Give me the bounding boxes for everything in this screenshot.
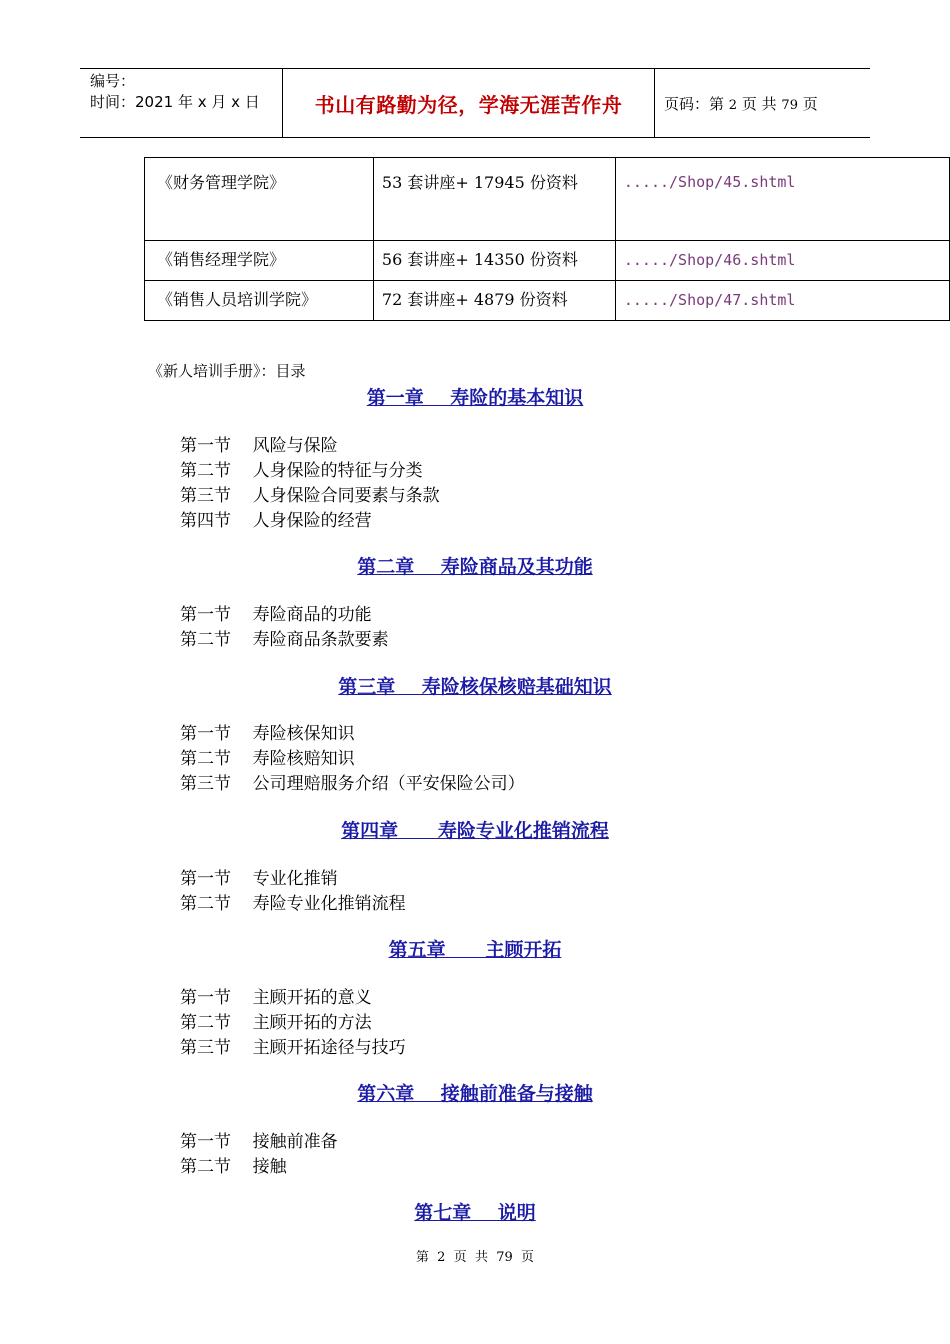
chapter-heading[interactable]: 第六章 接触前准备与接触: [357, 1083, 593, 1105]
resource-table: [144, 157, 950, 321]
header-divider: [654, 69, 655, 137]
section-item: 第一节 接触前准备: [180, 1132, 338, 1152]
section-item: 第一节 主顾开拓的意义: [180, 988, 372, 1008]
page-prefix: 页码：第: [664, 95, 725, 113]
resource-content: 72 套讲座+ 4879 份资料: [373, 281, 615, 321]
table-row: [145, 281, 950, 321]
toc-label: 《新人培训手册》：目录: [148, 362, 306, 380]
page-current: 2: [728, 98, 738, 113]
section-item: 第一节 风险与保险: [180, 436, 338, 456]
resource-link[interactable]: ...../Shop/47.shtml: [615, 281, 949, 321]
chapter-heading[interactable]: 第一章 寿险的基本知识: [366, 387, 584, 409]
header-motto: 书山有路勤为径，学海无涯苦作舟: [314, 92, 623, 117]
resource-name: 《财务管理学院》: [145, 158, 374, 241]
resource-content: 53 套讲座+ 17945 份资料: [373, 158, 615, 241]
section-item: 第三节 公司理赔服务介绍（平安保险公司）: [180, 774, 525, 794]
table-row: [145, 241, 950, 281]
chapter-heading[interactable]: 第五章 主顾开拓: [388, 939, 562, 961]
chapter-heading[interactable]: 第四章 寿险专业化推销流程: [341, 820, 609, 842]
section-item: 第四节 人身保险的经营: [180, 511, 372, 531]
chapter-heading[interactable]: 第二章 寿险商品及其功能: [357, 556, 593, 578]
resource-name: 《销售经理学院》: [145, 241, 374, 281]
section-item: 第一节 寿险商品的功能: [180, 605, 372, 625]
resource-link[interactable]: ...../Shop/45.shtml: [615, 158, 949, 241]
resource-content: 56 套讲座+ 14350 份资料: [373, 241, 615, 281]
section-item: 第一节 专业化推销: [180, 869, 338, 889]
time-label: 时间：2021 年 x 月 x 日: [90, 93, 260, 111]
section-item: 第二节 接触: [180, 1157, 287, 1177]
header-meta: [90, 71, 260, 113]
section-item: 第三节 主顾开拓途径与技巧: [180, 1038, 406, 1058]
page-mid: 页 共: [741, 95, 777, 113]
section-item: 第二节 寿险专业化推销流程: [180, 894, 406, 914]
section-item: 第三节 人身保险合同要素与条款: [180, 486, 440, 506]
page-footer: 第 2 页 共 79 页: [415, 1250, 535, 1265]
section-item: 第二节 人身保险的特征与分类: [180, 461, 423, 481]
resource-name: 《销售人员培训学院》: [145, 281, 374, 321]
page-suffix: 页: [802, 95, 818, 113]
number-label: 编号：: [90, 72, 136, 90]
chapter-heading[interactable]: 第七章 说明: [414, 1202, 536, 1224]
page-total: 79: [781, 98, 798, 113]
section-item: 第二节 寿险商品条款要素: [180, 630, 389, 650]
header-page-info: [664, 93, 818, 114]
section-item: 第二节 寿险核赔知识: [180, 749, 355, 769]
document-header: [80, 68, 870, 138]
table-row: [145, 158, 950, 241]
section-item: 第一节 寿险核保知识: [180, 724, 355, 744]
chapter-heading[interactable]: 第三章 寿险核保核赔基础知识: [338, 676, 612, 698]
resource-link[interactable]: ...../Shop/46.shtml: [615, 241, 949, 281]
section-item: 第二节 主顾开拓的方法: [180, 1013, 372, 1033]
